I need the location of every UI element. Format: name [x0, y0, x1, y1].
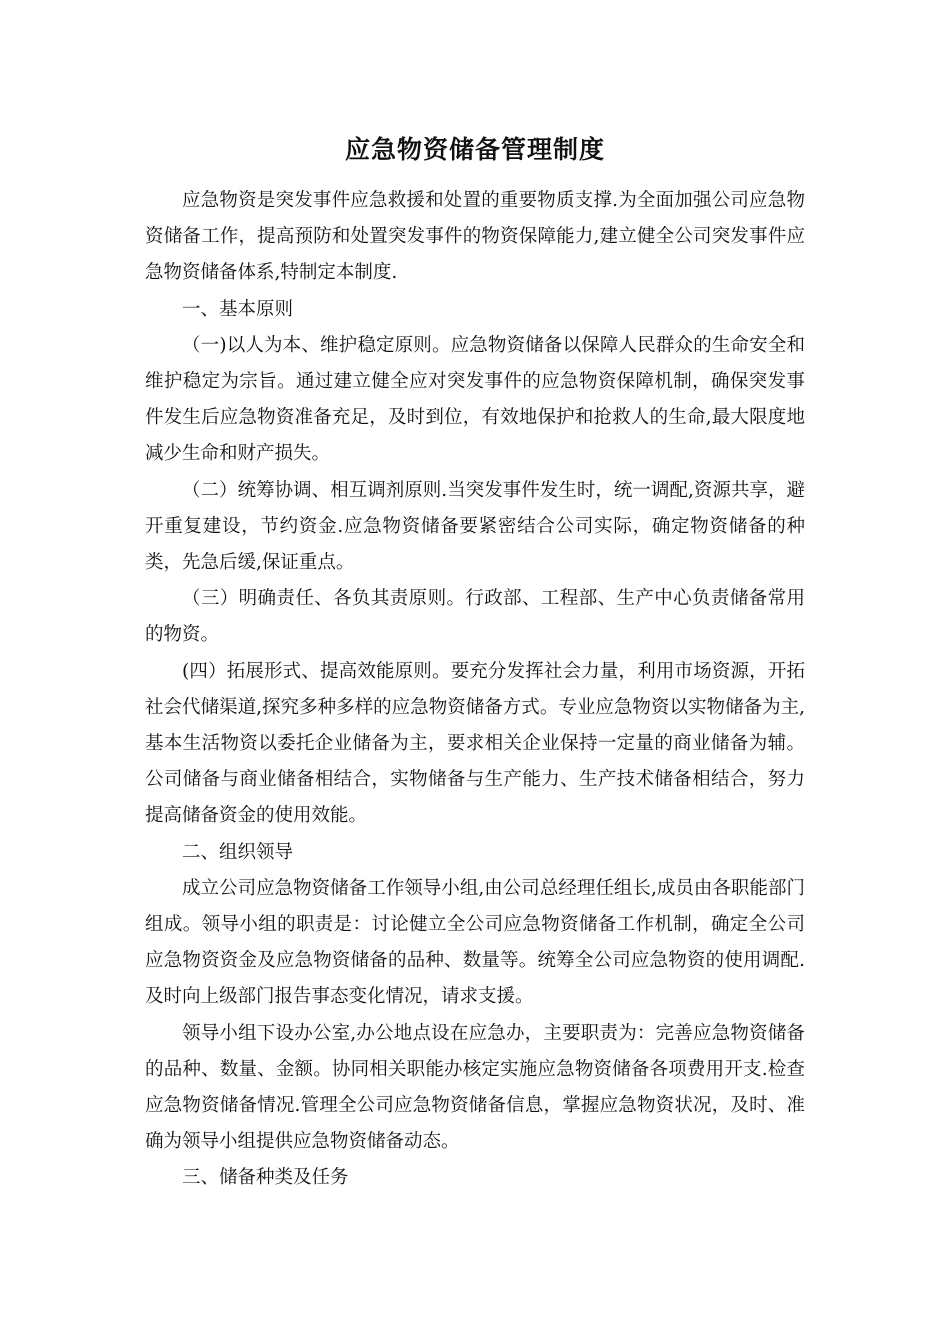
principle-paragraph-2: （二）统筹协调、相互调剂原则.当突发事件发生时，统一调配,资源共享，避开重复建设，节约资金.应急物资储备要紧密结合公司实际，确定物资储备的种类，先急后缓,保证重点。: [145, 479, 805, 574]
document-title: 应急物资储备管理制度: [344, 135, 605, 164]
intro-paragraph: 应急物资是突发事件应急救援和处置的重要物质支撑.为全面加强公司应急物资储备工作，提高预防和处置突发事件的物资保障能力,建立健全公司突发事件应急物资储备体系,特制定本制度.: [145, 190, 805, 284]
document-body: [145, 183, 805, 1197]
principle-paragraph-4: (四）拓展形式、提高效能原则。要充分发挥社会力量，利用市场资源，开拓社会代储渠道,探究多种多样的应急物资储备方式。专业应急物资以实物储备为主,基本生活物资以委托企业储备为主，要求相关企业保持一定量的商业储备为辅。公司储备与商业储备相结合，实物储备与生产能力、生产技术储备相结合，努力提高储备资金的使用效能。: [145, 660, 805, 827]
principle-paragraph-1: （一)以人为本、维护稳定原则。应急物资储备以保障人民群众的生命安全和维护稳定为宗旨。通过建立健全应对突发事件的应急物资保障机制，确保突发事件发生后应急物资准备充足，及时到位，有效地保护和抢救人的生命,最大限度地减少生命和财产损失。: [145, 334, 805, 465]
principle-paragraph-3: （三）明确责任、各负其责原则。行政部、工程部、生产中心负责储备常用的物资。: [145, 588, 805, 646]
section-heading-basic-principles: 一、基本原则: [182, 298, 294, 320]
section-heading-reserve-types: 三、储备种类及任务: [182, 1167, 349, 1189]
organization-paragraph-1: 成立公司应急物资储备工作领导小组,由公司总经理任组长,成员由各职能部门组成。领导小组的职责是：讨论健立全公司应急物资储备工作机制，确定全公司应急物资资金及应急物资储备的品种、数量等。统筹全公司应急物资的使用调配.及时向上级部门报告事态变化情况，请求支援。: [145, 877, 805, 1008]
organization-paragraph-2: 领导小组下设办公室,办公地点设在应急办，主要职责为：完善应急物资储备的品种、数量、金额。协同相关职能办核定实施应急物资储备各项费用开支.检查应急物资储备情况.管理全公司应急物资储备信息，掌握应急物资状况，及时、准确为领导小组提供应急物资储备动态。: [145, 1022, 805, 1153]
section-heading-organization: 二、组织领导: [182, 841, 294, 863]
